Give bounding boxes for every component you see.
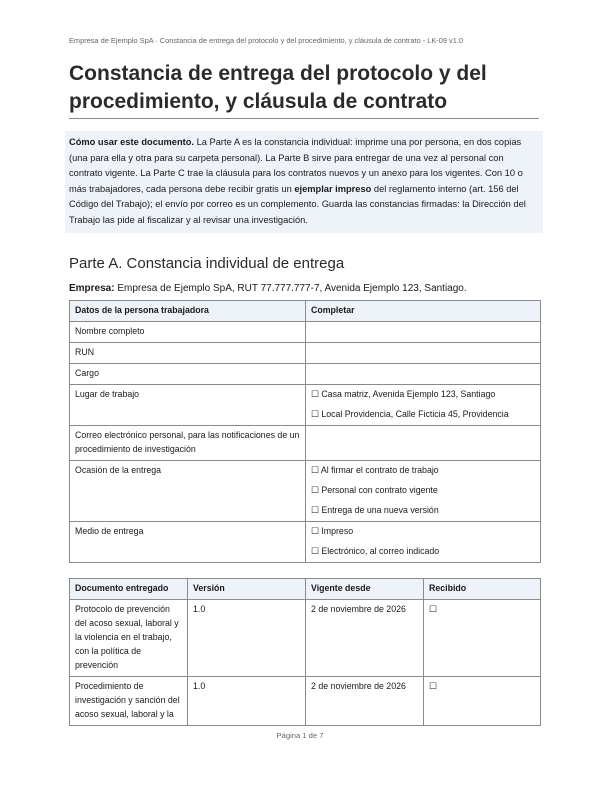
column-header: Documento entregado — [70, 579, 188, 600]
usage-note — [65, 131, 543, 233]
row-label-name: Nombre completo — [70, 322, 306, 343]
usage-note-emphasis: ejemplar impreso — [294, 183, 372, 194]
column-header: Vigente desde — [306, 579, 424, 600]
table-row — [70, 385, 541, 426]
person-table-header — [70, 301, 541, 322]
workplace-option-checkbox[interactable]: ☐ Casa matriz, Avenida Ejemplo 123, Santiago — [311, 389, 496, 399]
docs-table-header — [70, 579, 541, 600]
running-header: Empresa de Ejemplo SpA · Constancia de entrega del protocolo y del procedimiento, y cláusula de contrato - LK-09 v1.0 — [69, 36, 463, 45]
document-version: 1.0 — [188, 600, 306, 677]
table-row — [70, 522, 541, 563]
document-version: 1.0 — [188, 677, 306, 726]
row-label-occasion: Ocasión de la entrega — [70, 461, 306, 522]
position-field[interactable] — [306, 364, 541, 385]
occasion-option-checkbox[interactable]: ☐ Personal con contrato vigente — [311, 485, 438, 495]
document-name: Procedimiento de investigación y sanción del acoso sexual, laboral y la — [70, 677, 188, 726]
column-header: Datos de la persona trabajadora — [70, 301, 306, 322]
table-row — [70, 426, 541, 461]
medium-options — [306, 522, 541, 563]
delivered-documents-table — [69, 578, 541, 726]
page-number: Página 1 de 7 — [276, 731, 324, 740]
row-label-email: Correo electrónico personal, para las notificaciones de un procedimiento de investigación — [70, 426, 306, 461]
person-data-table — [69, 300, 541, 563]
row-label-workplace: Lugar de trabajo — [70, 385, 306, 426]
table-row — [70, 600, 541, 677]
medium-option-checkbox[interactable]: ☐ Electrónico, al correo indicado — [311, 546, 440, 556]
column-header: Recibido — [424, 579, 541, 600]
usage-note-text-2: del reglamento interno (art. 156 del Código del Trabajo); el envío por correo es un complemento. Guarda las constancias firmadas: la Dirección del Trabajo las pide al fiscalizar y al revisar una investigación. — [69, 183, 526, 225]
occasion-option-checkbox[interactable]: ☐ Al firmar el contrato de trabajo — [311, 465, 439, 475]
document-title: Constancia de entrega del protocolo y del procedimiento, y cláusula de contrato — [69, 62, 487, 113]
workplace-options — [306, 385, 541, 426]
table-row — [70, 461, 541, 522]
run-field[interactable] — [306, 343, 541, 364]
usage-note-lead: Cómo usar este documento. — [69, 137, 195, 147]
email-field[interactable] — [306, 426, 541, 461]
column-header: Versión — [188, 579, 306, 600]
title-divider — [69, 118, 539, 119]
part-a-heading: Parte A. Constancia individual de entrega — [69, 255, 345, 272]
table-row — [70, 322, 541, 343]
workplace-option-checkbox[interactable]: ☐ Local Providencia, Calle Ficticia 45, Providencia — [311, 409, 509, 419]
document-date: 2 de noviembre de 2026 — [306, 600, 424, 677]
occasion-option-checkbox[interactable]: ☐ Entrega de una nueva versión — [311, 505, 439, 515]
row-label-run: RUN — [70, 343, 306, 364]
document-name: Protocolo de prevención del acoso sexual, laboral y la violencia en el trabajo, con la política de prevención — [70, 600, 188, 677]
medium-option-checkbox[interactable]: ☐ Impreso — [311, 526, 354, 536]
company-label: Empresa: — [69, 283, 115, 294]
received-checkbox[interactable]: ☐ — [424, 677, 541, 726]
company-value: Empresa de Ejemplo SpA, RUT 77.777.777-7, Avenida Ejemplo 123, Santiago. — [114, 283, 467, 294]
occasion-options — [306, 461, 541, 522]
usage-note-text-1: La Parte A es la constancia individual: imprime una por persona, en dos copias (una para ella y otra para su carpeta personal). La Parte B sirve para entregar de una vez al personal con contrato vigente. La Parte C trae la cláusula para los contratos nuevos y un anexo para los vigentes. Con 10 o más trabajadores, cada persona debe recibir gratis un — [69, 137, 523, 194]
table-row — [70, 677, 541, 726]
company-line — [69, 282, 539, 295]
document-date: 2 de noviembre de 2026 — [306, 677, 424, 726]
received-checkbox[interactable]: ☐ — [424, 600, 541, 677]
row-label-position: Cargo — [70, 364, 306, 385]
name-field[interactable] — [306, 322, 541, 343]
row-label-medium: Medio de entrega — [70, 522, 306, 563]
table-row — [70, 364, 541, 385]
table-row — [70, 343, 541, 364]
column-header: Completar — [306, 301, 541, 322]
